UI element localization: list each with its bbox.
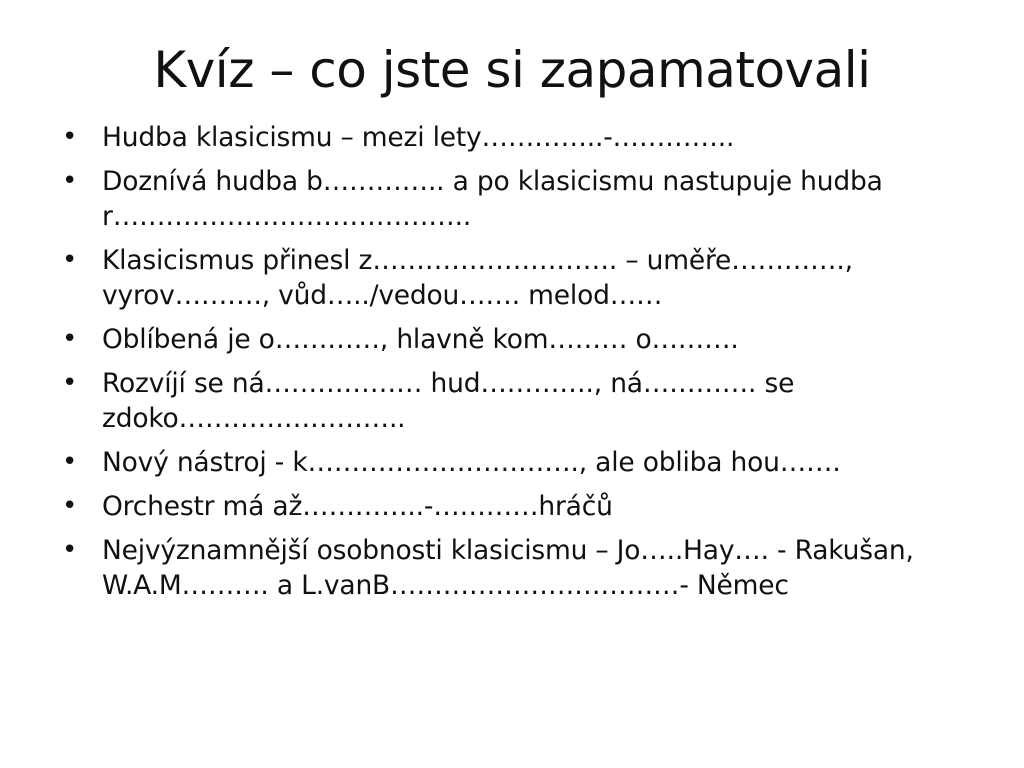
bullet-icon: • — [62, 368, 78, 398]
bullet-text: Oblíbená je o…………, hlavně kom……… o………. — [102, 324, 739, 355]
bullet-item — [60, 243, 980, 313]
bullet-text: Orchestr má až…………..-…………hráčů — [102, 491, 613, 522]
bullet-text: Doznívá hudba b………….. a po klasicismu nastupuje hudba r………………………………….. — [102, 166, 883, 232]
bullet-item — [60, 489, 980, 524]
bullet-list — [60, 120, 980, 612]
bullet-icon: • — [62, 245, 78, 275]
bullet-item — [60, 366, 980, 436]
bullet-text: Rozvíjí se ná……………… hud…………., ná…………. se zdoko…………………….. — [102, 368, 795, 434]
slide-title: Kvíz – co jste si zapamatovali — [153, 41, 871, 99]
bullet-text: Nový nástroj - k…………………………., ale obliba hou……. — [102, 447, 841, 478]
bullet-item — [60, 533, 980, 603]
bullet-icon: • — [62, 166, 78, 196]
bullet-icon: • — [62, 122, 78, 152]
bullet-icon: • — [62, 491, 78, 521]
bullet-icon: • — [62, 447, 78, 477]
bullet-item — [60, 120, 980, 155]
bullet-item — [60, 322, 980, 357]
bullet-text: Klasicismus přinesl z………………………. – uměře…………., vyrov………., vůd…../vedou……. melod…… — [102, 245, 853, 311]
bullet-item — [60, 445, 980, 480]
bullet-icon: • — [62, 535, 78, 565]
bullet-icon: • — [62, 324, 78, 354]
bullet-text: Nejvýznamnější osobnosti klasicismu – Jo…..Hay…. - Rakušan, W.A.M………. a L.vanB……………………………- Němec — [102, 535, 914, 601]
bullet-text: Hudba klasicismu – mezi lety…………..-………….. — [102, 122, 735, 153]
bullet-item — [60, 164, 980, 234]
